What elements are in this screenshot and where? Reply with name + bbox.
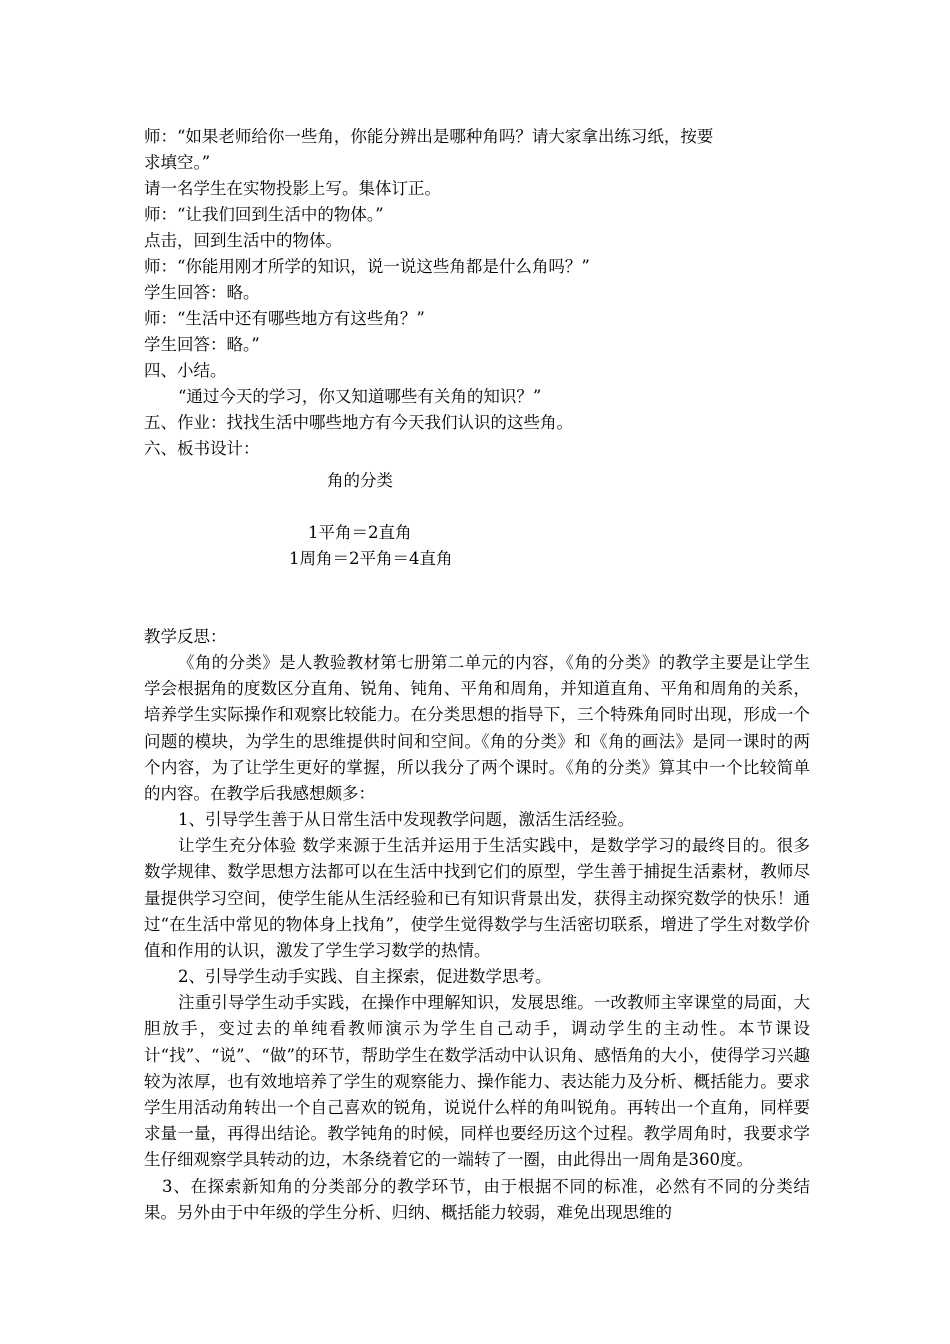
point-2-body: 注重引导学生动手实践，在操作中理解知识，发展思维。一改教师主宰课堂的局面，大胆放手，变过去的单纯看教师演示为学生自己动手，调动学生的主动性。本节课设计“找”、“说”、“做”的环节，帮助学生在数学活动中认识角、感悟角的大小，使得学习兴趣较为浓厚，也有效地培养了学生的观察能力、操作能力、表达能力及分析、概括能力。要求学生用活动角转出一个自己喜欢的锐角，说说什么样的角叫锐角。再转出一个直角，同样要求量一量，再得出结论。教学钝角的时候，同样也要经历这个过程。教学周角时，我要求学生仔细观察学具转动的边，木条绕着它的一端转了一圈，由此得出一周角是360度。 — [144, 993, 810, 1170]
board-line-2: 1周角＝2平角＝4直角 — [289, 549, 453, 568]
dialogue-line: 学生回答：略。 — [144, 283, 260, 302]
board-design — [144, 468, 810, 572]
board-line-1: 1平角＝2直角 — [308, 523, 412, 542]
summary-quote: “通过今天的学习，你又知道哪些有关角的知识？” — [178, 387, 542, 406]
dialogue-line: 师：“生活中还有哪些地方有这些角？” — [144, 309, 425, 328]
board-title: 角的分类 — [327, 471, 393, 490]
point-1-body: 让学生充分体验 数学来源于生活并运用于生活实践中，是数学学习的最终目的。很多数学规律、数学思想方法都可以在生活中找到它们的原型，学生善于捕捉生活素材，教师尽量提供学习空间，使学生能从生活经验和已有知识背景出发，获得主动探究数学的快乐！通过“在生活中常见的物体身上找角”，使学生觉得数学与生活密切联系，增进了学生对数学价值和作用的认识，激发了学生学习数学的热情。 — [144, 836, 810, 961]
reflection-intro: 《角的分类》是人教验教材第七册第二单元的内容，《角的分类》的教学主要是让学生学会根据角的度数区分直角、锐角、钝角、平角和周角，并知道直角、平角和周角的关系，培养学生实际操作和观察比较能力。在分类思想的指导下，三个特殊角同时出现，形成一个问题的模块，为学生的思维提供时间和空间。《角的分类》和《角的画法》是同一课时的两个内容，为了让学生更好的掌握，所以我分了两个课时。《角的分类》算其中一个比较简单的内容。在教学后我感想颇多： — [144, 653, 810, 804]
dialogue-line: 求填空。” — [144, 153, 211, 172]
dialogue-line: 师：“如果老师给你一些角，你能分辨出是哪种角吗？请大家拿出练习纸，按要 — [144, 127, 714, 146]
dialogue-line: 请一名学生在实物投影上写。集体订正。 — [144, 179, 441, 198]
dialogue-line: 师：“你能用刚才所学的知识，说一说这些角都是什么角吗？” — [144, 257, 590, 276]
dialogue-line: 学生回答：略。” — [144, 335, 260, 354]
document-page — [144, 124, 810, 1226]
point-3-body: 3、在探索新知角的分类部分的教学环节，由于根据不同的标准，必然有不同的分类结果。另外由于中年级的学生分析、归纳、概括能力较弱，难免出现思维的 — [144, 1176, 810, 1222]
section-heading-summary: 四、小结。 — [144, 361, 227, 380]
reflection-heading: 教学反思： — [144, 627, 227, 646]
section-heading-homework: 五、作业：找找生活中哪些地方有今天我们认识的这些角。 — [144, 413, 573, 432]
section-heading-board: 六、板书设计： — [144, 439, 260, 458]
dialogue-line: 师：“让我们回到生活中的物体。” — [144, 205, 384, 224]
point-1-title: 1、引导学生善于从日常生活中发现教学问题，激活生活经验。 — [178, 810, 634, 830]
point-2-title: 2、引导学生动手实践、自主探索，促进数学思考。 — [178, 967, 552, 987]
reflection-section — [144, 624, 810, 1226]
dialogue-line: 点击，回到生活中的物体。 — [144, 231, 342, 250]
